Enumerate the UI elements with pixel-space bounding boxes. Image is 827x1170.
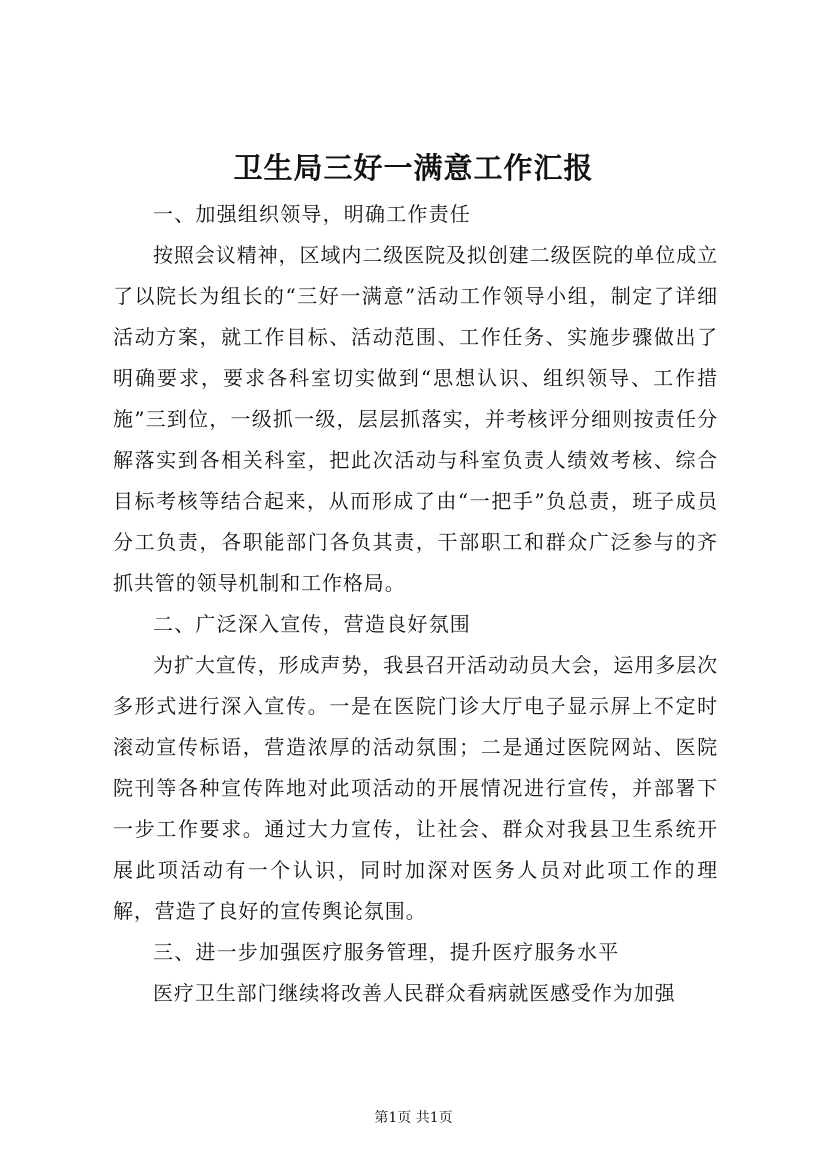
- section-paragraph: 医疗卫生部门继续将改善人民群众看病就医感受作为加强: [153, 981, 676, 1005]
- section-3: [113, 932, 718, 1014]
- section-paragraph: 为扩大宣传，形成声势，我县召开活动动员大会，运用多层次多形式进行深入宣传。一是在医院门诊大厅电子显示屏上不定时滚动宣传标语，营造浓厚的活动氛围；二是通过医院网站、医院院刊等各种宣传阵地对此项活动的开展情况进行宣传，并部署下一步工作要求。通过大力宣传，让社会、群众对我县卫生系统开展此项活动有一个认识，同时加深对医务人员对此项工作的理解，营造了良好的宣传舆论氛围。: [113, 653, 718, 923]
- document-body: [113, 194, 718, 1014]
- section-heading: 三、进一步加强医疗服务管理，提升医疗服务水平: [153, 940, 620, 964]
- page-footer: 第1页 共1页: [374, 1110, 453, 1126]
- section-heading: 二、广泛深入宣传，营造良好氛围: [153, 612, 471, 636]
- section-heading: 一、加强组织领导，明确工作责任: [153, 202, 471, 226]
- document-title: 卫生局三好一满意工作汇报: [233, 151, 594, 185]
- section-paragraph: 按照会议精神，区域内二级医院及拟创建二级医院的单位成立了以院长为组长的“三好一满意”活动工作领导小组，制定了详细活动方案，就工作目标、活动范围、工作任务、实施步骤做出了明确要求，要求各科室切实做到“思想认识、组织领导、工作措施”三到位，一级抓一级，层层抓落实，并考核评分细则按责任分解落实到各相关科室，把此次活动与科室负责人绩效考核、综合目标考核等结合起来，从而形成了由“一把手”负总责，班子成员分工负责，各职能部门各负其责，干部职工和群众广泛参与的齐抓共管的领导机制和工作格局。: [113, 243, 718, 595]
- section-1: [113, 194, 718, 604]
- section-2: [113, 604, 718, 932]
